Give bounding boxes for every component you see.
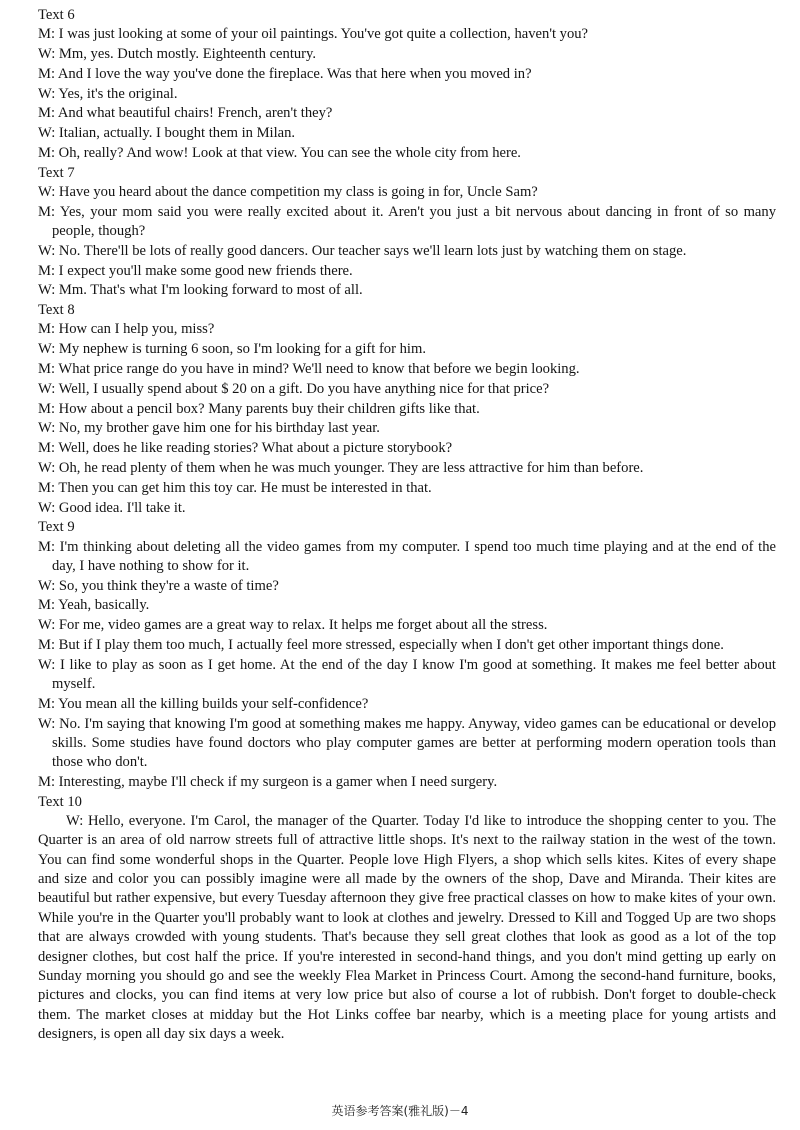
text-6-section: [38, 6, 776, 163]
dialogue-line: W: My nephew is turning 6 soon, so I'm looking for a gift for him.: [38, 341, 426, 358]
dialogue-line: M: How can I help you, miss?: [38, 321, 215, 338]
dialogue-line: W: I like to play as soon as I get home. At the end of the day I know I'm good at something. It makes me feel better about myself.: [38, 656, 776, 692]
text-8-section: [38, 301, 776, 518]
dialogue-line: M: I was just looking at some of your oil paintings. You've got quite a collection, haven't you?: [38, 26, 589, 43]
dialogue-line: W: Mm. That's what I'm looking forward to most of all.: [38, 282, 363, 299]
dialogue-line: M: Well, does he like reading stories? What about a picture storybook?: [38, 440, 453, 457]
dialogue-line: W: For me, video games are a great way to relax. It helps me forget about all the stress.: [38, 617, 548, 634]
dialogue-line: W: Good idea. I'll take it.: [38, 499, 186, 516]
text-heading: Text 7: [38, 164, 75, 181]
dialogue-line: M: I expect you'll make some good new friends there.: [38, 262, 353, 279]
dialogue-line: W: Have you heard about the dance competition my class is going in for, Uncle Sam?: [38, 183, 538, 200]
dialogue-line: M: Then you can get him this toy car. He must be interested in that.: [38, 479, 432, 496]
dialogue-line: M: Interesting, maybe I'll check if my surgeon is a gamer when I need surgery.: [38, 773, 498, 790]
monologue-paragraph: W: Hello, everyone. I'm Carol, the manager of the Quarter. Today I'd like to introduce the shopping center to you. The Quarter is an area of old narrow streets full of attractive little shops. It's next to the railway station in the west of the town. You can find some wonderful shops in the Quarter. People love High Flyers, a shop which sells kites. Kites of every shape and size and color you can possibly imagine were all made by the owners of the shop, Dave and Miranda. Their kites are beautiful but rather expensive, but every Tuesday afternoon they give free practical classes on how to make kites of your own. While you're in the Quarter you'll probably want to look at clothes and jewelry. Dressed to Kill and Togged Up are two shops that are always crowded with young students. That's because they sell great clothes that look as good as a lot of the top designer clothes, but cost half the price. If you're interested in second-hand things, and you don't mind getting up early on Sunday morning you should go and see the weekly Flea Market in Princess Court. Among the second-hand furniture, books, pictures and clocks, you can find items at very low price but also of course a lot of rubbish. Don't forget to double-check them. The market closes at midday but the Hot Links coffee bar nearby, which is a meeting place for young artists and designers, is open all day six days a week.: [38, 812, 776, 1043]
dialogue-line: M: Yeah, basically.: [38, 597, 150, 614]
page-footer: 英语参考答案(雅礼版)－4: [331, 1104, 469, 1118]
text-heading: Text 8: [38, 302, 75, 319]
dialogue-line: W: Oh, he read plenty of them when he was much younger. They are less attractive for him than before.: [38, 459, 644, 476]
dialogue-line: W: Well, I usually spend about $ 20 on a gift. Do you have anything nice for that price?: [38, 380, 550, 397]
dialogue-line: W: Yes, it's the original.: [38, 85, 178, 102]
dialogue-line: M: Oh, really? And wow! Look at that view. You can see the whole city from here.: [38, 144, 521, 161]
dialogue-line: M: What price range do you have in mind? We'll need to know that before we begin looking.: [38, 360, 580, 377]
text-10-section: [38, 793, 776, 1045]
dialogue-line: M: And what beautiful chairs! French, aren't they?: [38, 105, 333, 122]
dialogue-line: W: No, my brother gave him one for his birthday last year.: [38, 420, 380, 437]
dialogue-line: W: Italian, actually. I bought them in Milan.: [38, 125, 296, 142]
dialogue-line: M: And I love the way you've done the fireplace. Was that here when you moved in?: [38, 65, 532, 82]
dialogue-line: W: No. I'm saying that knowing I'm good at something makes me happy. Anyway, video games can be educational or develop skills. Some studies have found doctors who play computer games are better at performing modern operation tools than those who don't.: [38, 715, 776, 770]
dialogue-line: M: But if I play them too much, I actually feel more stressed, especially when I don't get other important things done.: [38, 636, 724, 653]
dialogue-line: W: No. There'll be lots of really good dancers. Our teacher says we'll learn lots just by watching them on stage.: [38, 242, 687, 259]
text-heading: Text 10: [38, 793, 82, 810]
text-heading: Text 6: [38, 7, 75, 23]
text-heading: Text 9: [38, 519, 75, 536]
dialogue-line: W: So, you think they're a waste of time?: [38, 577, 279, 594]
dialogue-line: M: How about a pencil box? Many parents buy their children gifts like that.: [38, 400, 480, 417]
dialogue-line: M: You mean all the killing builds your self-confidence?: [38, 695, 369, 712]
text-9-section: [38, 518, 776, 792]
text-7-section: [38, 164, 776, 301]
dialogue-line: M: Yes, your mom said you were really excited about it. Aren't you just a bit nervous about dancing in front of so many people, though?: [38, 203, 776, 239]
dialogue-line: W: Mm, yes. Dutch mostly. Eighteenth century.: [38, 46, 317, 62]
dialogue-line: M: I'm thinking about deleting all the video games from my computer. I spend too much time playing and at the end of the day, I have nothing to show for it.: [38, 538, 776, 574]
